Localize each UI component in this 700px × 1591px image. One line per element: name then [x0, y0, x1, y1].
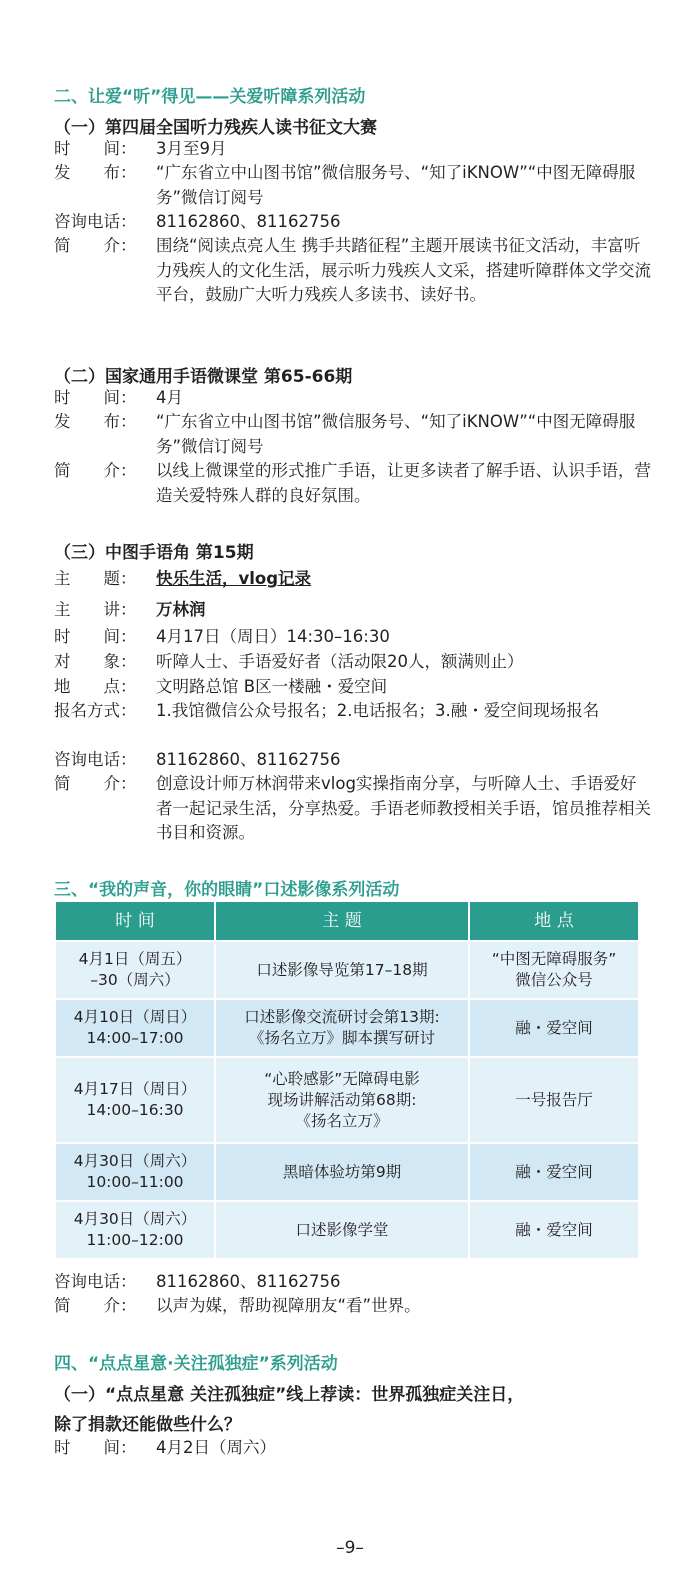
row-label: 简 介： — [54, 461, 137, 480]
row-value: 以线上微课堂的形式推广手语，让更多读者了解手语、认识手语，营造关爱特殊人群的良好氛围。 — [156, 461, 651, 505]
cell-topic: 口述影像导览第17–18期 — [215, 941, 469, 999]
activity-title: （三）中图手语角 第15期 — [54, 543, 254, 563]
cell-place: 一号报告厅 — [469, 1057, 639, 1143]
row-value: 81162860、81162756 — [156, 1272, 341, 1291]
info-row-speaker — [54, 598, 652, 623]
row-value: 围绕“阅读点亮人生 携手共踏征程”主题开展读书征文活动，丰富听力残疾人的文化生活，展示听力残疾人文采，搭建听障群体文学交流平台，鼓励广大听力残疾人多读书、读好书。 — [156, 236, 651, 304]
row-value: 快乐生活，vlog记录 — [156, 569, 312, 588]
info-row-time — [54, 625, 652, 650]
info-row-topic — [54, 567, 652, 592]
cell-place: “中图无障碍服务” 微信公众号 — [469, 941, 639, 999]
info-row-phone — [54, 748, 652, 773]
row-label: 对 象： — [54, 652, 137, 671]
row-label: 咨询电话： — [54, 1272, 137, 1291]
column-header-place: 地 点 — [469, 901, 639, 941]
row-value: 4月17日（周日）14:30–16:30 — [156, 627, 390, 646]
cell-topic: 口述影像学堂 — [215, 1201, 469, 1259]
info-row-phone — [54, 210, 652, 235]
info-row-target — [54, 650, 652, 675]
section-heading-4: 四、“点点星意·关注孤独症”系列活动 — [54, 1354, 338, 1374]
activity-title: （二）国家通用手语微课堂 第65-66期 — [54, 367, 353, 387]
page-number: –9– — [336, 1538, 364, 1558]
cell-place: 融・爱空间 — [469, 999, 639, 1057]
info-row-intro — [54, 1294, 652, 1319]
row-label: 简 介： — [54, 1296, 137, 1315]
row-label: 简 介： — [54, 236, 137, 255]
row-value: 文明路总馆 B区一楼融・爱空间 — [156, 677, 388, 696]
table-row — [55, 941, 639, 999]
table-row — [55, 999, 639, 1057]
schedule-table — [54, 900, 640, 1260]
row-value: “广东省立中山图书馆”微信服务号、“知了iKNOW”“中图无障碍服务”微信订阅号 — [156, 412, 636, 456]
table-row — [55, 1201, 639, 1259]
info-row-publish — [54, 161, 652, 210]
cell-topic: “心聆感影”无障碍电影 现场讲解活动第68期: 《扬名立万》 — [215, 1057, 469, 1143]
row-value: 3月至9月 — [156, 139, 227, 158]
row-value: 4月 — [156, 388, 183, 407]
cell-time: 4月30日（周六） 10:00–11:00 — [55, 1143, 215, 1201]
cell-topic: 口述影像交流研讨会第13期: 《扬名立万》脚本撰写研讨 — [215, 999, 469, 1057]
section-heading-2: 二、让爱“听”得见——关爱听障系列活动 — [54, 87, 366, 107]
row-value: 4月2日（周六） — [156, 1438, 276, 1457]
table-row — [55, 1143, 639, 1201]
row-value: 以声为媒，帮助视障朋友“看”世界。 — [156, 1296, 421, 1315]
activity-title: （一）“点点星意 关注孤独症”线上荐读：世界孤独症关注日， — [54, 1385, 525, 1405]
cell-topic: 黑暗体验坊第9期 — [215, 1143, 469, 1201]
info-row-phone — [54, 1270, 652, 1295]
row-label: 简 介： — [54, 774, 137, 793]
row-value: 听障人士、手语爱好者（活动限20人，额满则止） — [156, 652, 524, 671]
column-header-topic: 主 题 — [215, 901, 469, 941]
row-value: 万林润 — [156, 600, 206, 619]
row-label: 咨询电话： — [54, 750, 137, 769]
table-row — [55, 1057, 639, 1143]
cell-place: 融・爱空间 — [469, 1143, 639, 1201]
cell-place: 融・爱空间 — [469, 1201, 639, 1259]
row-label: 发 布： — [54, 163, 137, 182]
row-value: 81162860、81162756 — [156, 212, 341, 231]
row-label: 主 讲： — [54, 600, 137, 619]
cell-time: 4月1日（周五） –30（周六） — [55, 941, 215, 999]
row-value: 创意设计师万林润带来vlog实操指南分享，与听障人士、手语爱好者一起记录生活，分享热爱。手语老师教授相关手语，馆员推荐相关书目和资源。 — [156, 774, 651, 842]
row-label: 时 间： — [54, 627, 137, 646]
row-value: 81162860、81162756 — [156, 750, 341, 769]
row-label: 主 题： — [54, 569, 137, 588]
row-label: 时 间： — [54, 1438, 137, 1457]
row-label: 时 间： — [54, 388, 137, 407]
info-row-intro — [54, 459, 652, 508]
cell-time: 4月17日（周日） 14:00–16:30 — [55, 1057, 215, 1143]
info-row-time — [54, 1436, 652, 1461]
info-row-signup — [54, 699, 652, 724]
info-row-time — [54, 386, 652, 411]
row-label: 发 布： — [54, 412, 137, 431]
info-row-intro — [54, 234, 652, 308]
info-row-publish — [54, 410, 652, 459]
section-heading-3: 三、“我的声音，你的眼睛”口述影像系列活动 — [54, 880, 400, 900]
cell-time: 4月30日（周六） 11:00–12:00 — [55, 1201, 215, 1259]
row-label: 地 点： — [54, 677, 137, 696]
row-label: 咨询电话： — [54, 212, 137, 231]
cell-time: 4月10日（周日） 14:00–17:00 — [55, 999, 215, 1057]
row-label: 报名方式： — [54, 701, 137, 720]
activity-title: （一）第四届全国听力残疾人读书征文大赛 — [54, 118, 377, 138]
info-row-intro — [54, 772, 652, 846]
info-row-time — [54, 137, 652, 162]
table-header-row — [55, 901, 639, 941]
row-value: “广东省立中山图书馆”微信服务号、“知了iKNOW”“中图无障碍服务”微信订阅号 — [156, 163, 636, 207]
column-header-time: 时 间 — [55, 901, 215, 941]
activity-title-cont: 除了捐款还能做些什么？ — [54, 1415, 241, 1435]
info-row-place — [54, 675, 652, 700]
row-label: 时 间： — [54, 139, 137, 158]
row-value: 1.我馆微信公众号报名；2.电话报名；3.融・爱空间现场报名 — [156, 701, 600, 720]
